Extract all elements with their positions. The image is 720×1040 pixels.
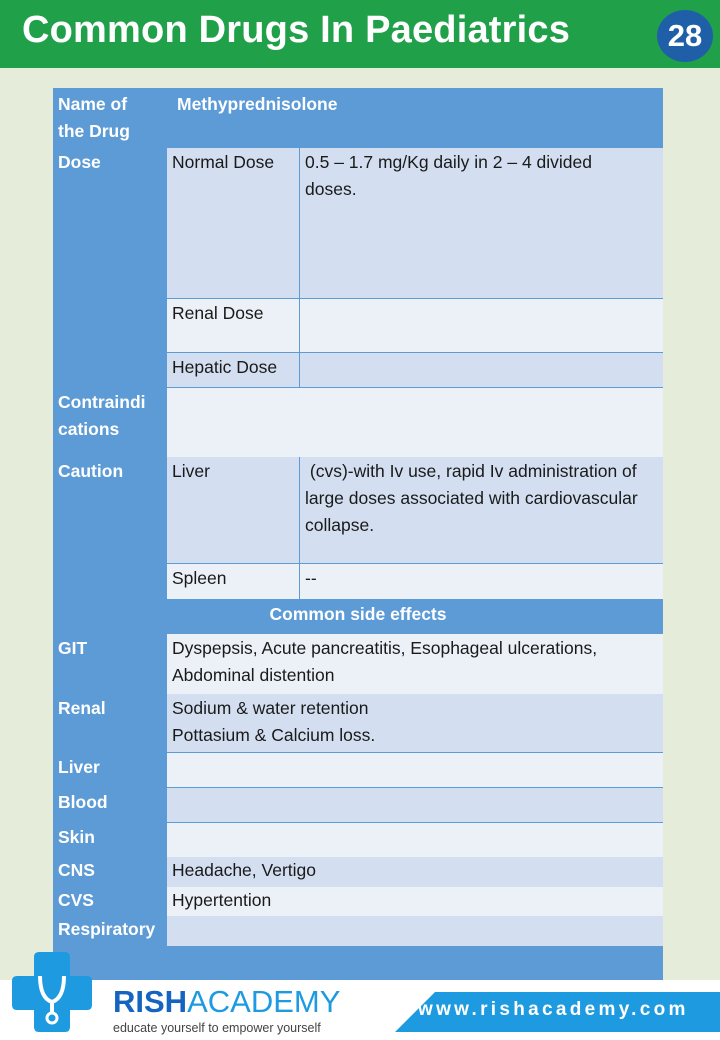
side-effect-value (167, 788, 663, 822)
side-effect-value: Dyspepsis, Acute pancreatitis, Esophageal ulcerations, Abdominal distention (167, 634, 663, 694)
brand-name-light: ACADEMY (187, 984, 341, 1019)
name-label: Name of the Drug (53, 88, 167, 148)
medical-cross-icon (10, 950, 94, 1034)
side-effect-system: Respiratory (53, 916, 167, 946)
brand-name-bold: RISH (113, 984, 188, 1019)
side-effect-value (167, 753, 663, 787)
normal-dose-value: 0.5 – 1.7 mg/Kg daily in 2 – 4 divided doses. (300, 148, 663, 298)
side-effect-system: CNS (53, 857, 167, 887)
drug-table (53, 88, 663, 980)
caution-spleen-label: Spleen (167, 564, 299, 599)
side-effect-system: GIT (53, 634, 167, 694)
brand-logo-text (113, 984, 340, 1020)
side-effect-system: Renal (53, 694, 167, 752)
side-effect-system: Liver (53, 753, 167, 787)
side-effect-system: CVS (53, 887, 167, 916)
header-bar (0, 0, 720, 68)
renal-dose-value (300, 299, 663, 352)
contraindications-label: Contraindications (53, 388, 167, 457)
caution-spleen-value: -- (300, 564, 663, 599)
drug-name: Methyprednisolone (172, 88, 663, 148)
side-effect-value: Sodium & water retention Pottasium & Calcium loss. (167, 694, 663, 752)
dose-label: Dose (53, 148, 167, 386)
side-effect-system: Blood (53, 788, 167, 822)
side-effect-value: Headache, Vertigo (167, 857, 663, 887)
caution-label: Caution (53, 457, 167, 599)
website-link[interactable]: www.rishacademy.com (418, 999, 689, 1020)
caution-liver-label: Liver (167, 457, 299, 563)
side-effect-system: Skin (53, 823, 167, 857)
side-effects-heading: Common side effects (53, 600, 663, 634)
contraindications-value (167, 388, 663, 457)
side-effect-value (167, 916, 663, 946)
caution-liver-value: (cvs)-with Iv use, rapid Iv administration of large doses associated with cardiovascular collapse. (300, 457, 663, 563)
page-title: Common Drugs In Paediatrics (22, 9, 571, 51)
renal-dose-label: Renal Dose (167, 299, 299, 352)
hepatic-dose-label: Hepatic Dose (167, 353, 299, 387)
brand-tagline: educate yourself to empower yourself (113, 1021, 321, 1035)
hepatic-dose-value (300, 353, 663, 387)
side-effect-value (167, 823, 663, 857)
side-effect-value: Hypertention (167, 887, 663, 916)
page-number-badge: 28 (657, 10, 713, 62)
normal-dose-label: Normal Dose (167, 148, 299, 298)
